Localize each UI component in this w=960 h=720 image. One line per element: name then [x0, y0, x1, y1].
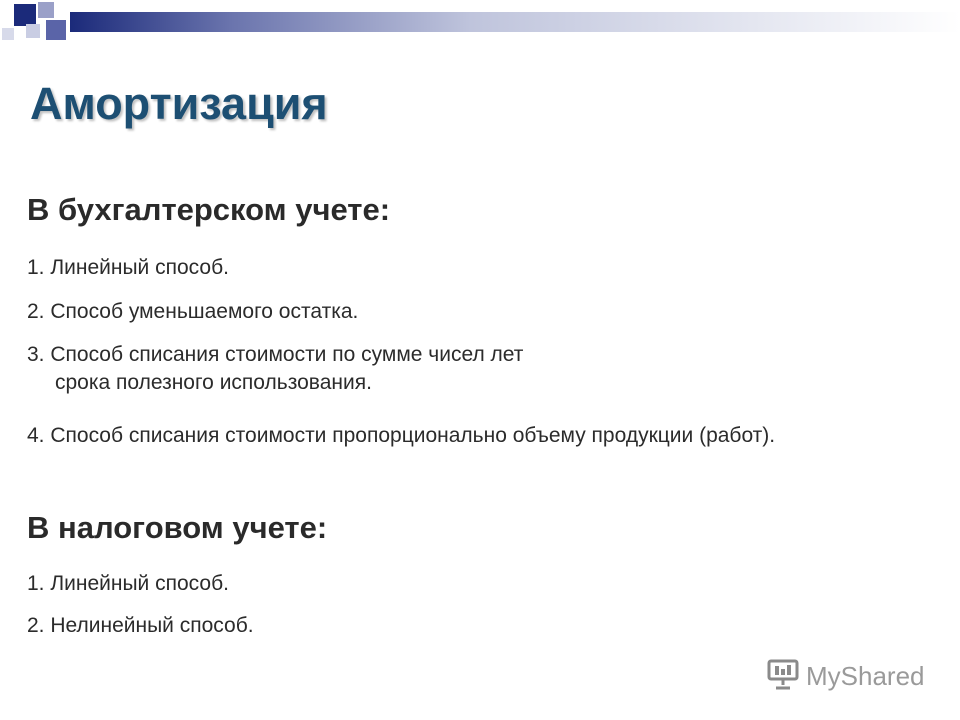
header-gradient-band [70, 12, 960, 32]
section-heading-tax: В налоговом учете: [27, 510, 328, 545]
list-item: 1. Линейный способ. [27, 572, 229, 595]
list-item: 2. Способ уменьшаемого остатка. [27, 300, 359, 323]
header-square-decoration [2, 28, 14, 40]
list-item-line: 3. Способ списания стоимости по сумме чисел лет [27, 343, 524, 366]
list-item [27, 343, 523, 395]
header-decoration [0, 0, 960, 44]
list-item-continuation: срока полезного использования. [55, 371, 372, 394]
header-square-decoration [46, 20, 66, 40]
header-square-decoration [26, 24, 40, 38]
header-square-decoration [38, 2, 54, 18]
presentation-board-icon [766, 657, 800, 696]
slide-title: Амортизация [30, 78, 328, 129]
header-square-decoration [14, 4, 36, 26]
watermark-text: MyShared [806, 660, 925, 691]
watermark [766, 656, 925, 696]
section-heading-accounting: В бухгалтерском учете: [27, 192, 391, 227]
list-item: 1. Линейный способ. [27, 256, 229, 279]
list-item: 2. Нелинейный способ. [27, 614, 254, 637]
list-item: 4. Способ списания стоимости пропорционально объему продукции (работ). [27, 424, 776, 447]
